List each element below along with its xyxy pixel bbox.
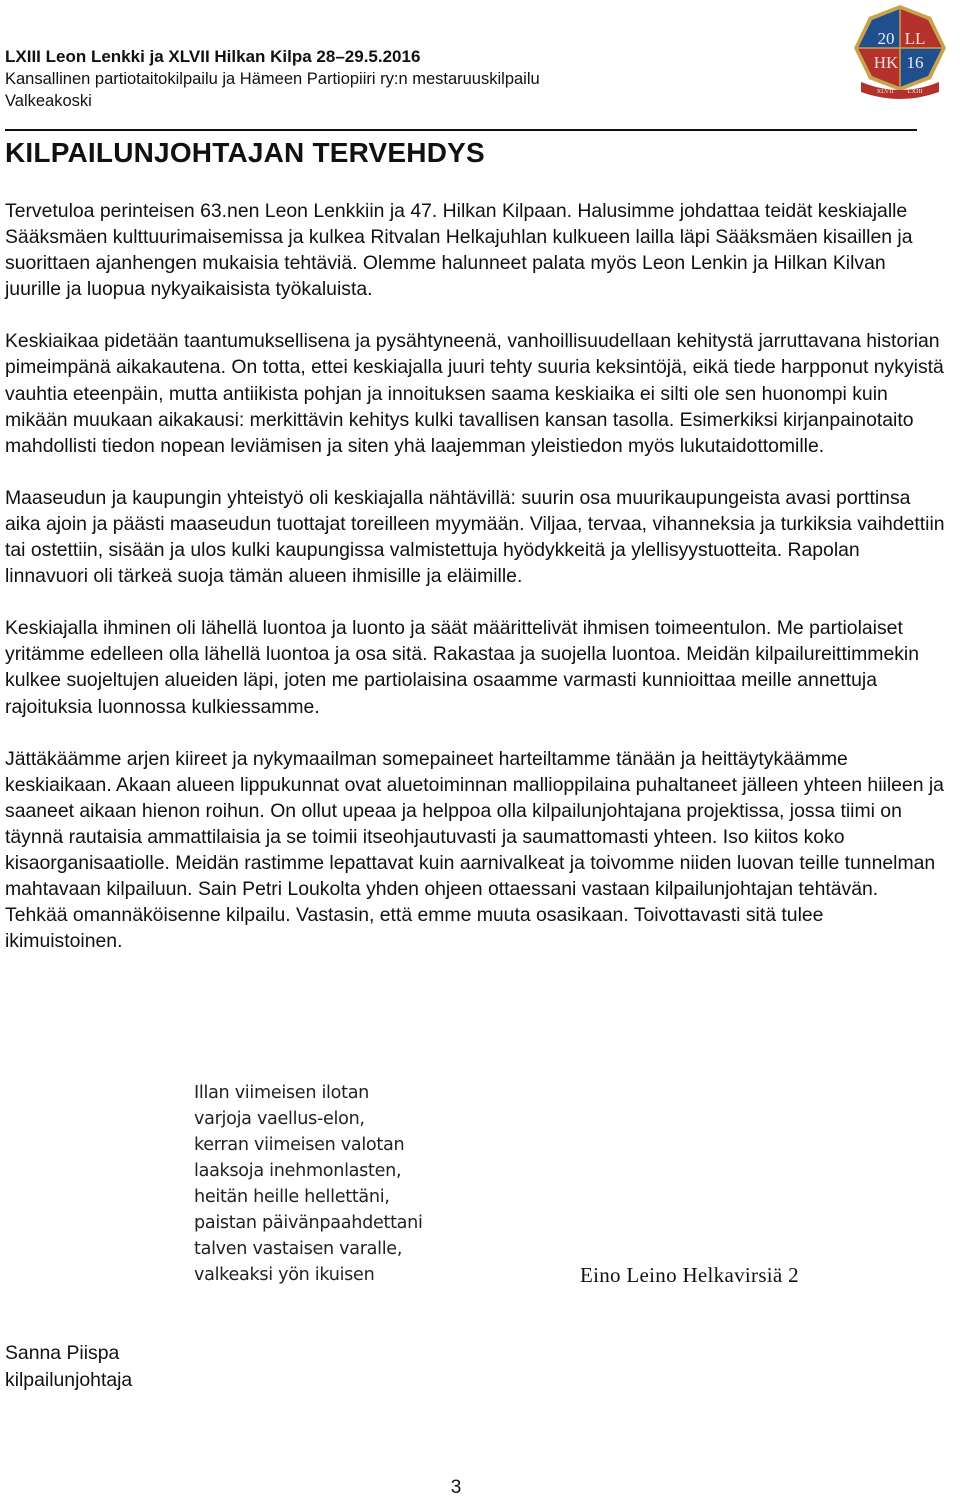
header-divider bbox=[5, 129, 917, 131]
signature bbox=[5, 1340, 132, 1393]
logo-text-tl: 20 bbox=[877, 29, 895, 48]
poem-line: heitän heille hellettäni, bbox=[194, 1187, 390, 1207]
paragraph: Jättäkäämme arjen kiireet ja nykymaailman somepaineet harteiltamme tänään ja heittäytykäämme keskiaikaan. Akaan alueen lippukunnat ovat aluetoiminnan mallioppilaina puhaltaneet jälleen yhteen hiileen ja saaneet aikaan hienon roihun. On ollut upeaa ja helppoa olla kilpailunjohtajana projektissa, jossa tiimi on täynnä rautaisia ammattilaisia ja se toimii itseohjautuvasti ja saumattomasti yhteen. Iso kiitos koko kisaorganisaatiolle. Meidän rastimme lepattavat kuin aarnivalkeat ja toivomme niiden luovan teille tunnelman mahtavaan kilpailuun. Sain Petri Loukolta yhden ohjeen ottaessani vastaan kilpailunjohtajan tehtävän. Tehkää omannäköisenne kilpailu. Vastasin, että emme muuta osasikaan. Toivottavasti sitä tulee ikimuistoinen. bbox=[5, 747, 944, 953]
event-title: LXIII Leon Lenkki ja XLVII Hilkan Kilpa 28–29.5.2016 bbox=[5, 47, 421, 66]
document-header bbox=[5, 46, 540, 112]
logo-text-tr: LL bbox=[904, 29, 926, 48]
poem-line: laaksoja inehmonlasten, bbox=[194, 1161, 402, 1181]
poem-line: valkeaksi yön ikuisen bbox=[194, 1265, 375, 1285]
page-title: KILPAILUNJOHTAJAN TERVEHDYS bbox=[5, 137, 485, 168]
signature-name: Sanna Piispa bbox=[5, 1342, 120, 1364]
logo-ribbon-left: XLVII bbox=[876, 88, 894, 95]
paragraph: Maaseudun ja kaupungin yhteistyö oli keskiajalla nähtävillä: suurin osa muurikaupungeista avasi porttinsa aika ajoin ja päästi maaseudun tuottajat toreilleen myymään. Viljaa, tervaa, vihanneksia ja turkiksia vaihdettiin tai ostettiin, sisään ja ulos kulki kaupungissa valmistettuja hyödykkeitä ja ylellisyystuotteita. Rapolan linnavuori oli tärkeä suoja tämän alueen ihmisille ja eläimille. bbox=[5, 486, 945, 588]
greeting-body bbox=[5, 198, 945, 980]
logo-text-br: 16 bbox=[906, 53, 924, 72]
paragraph: Tervetuloa perinteisen 63.nen Leon Lenkkiin ja 47. Hilkan Kilpaan. Halusimme johdattaa teidät keskiajalle Sääksmäen kulttuurimaisemissa ja kulkea Ritvalan Helkajuhlan kulkueen lailla läpi Sääksmäen kisaillen ja suorittaen ajanhengen mukaisia tehtäviä. Olemme halunneet palata myös Leon Lenkin ja Hilkan Kilvan juurille ja luopua nykyaikaisista työkaluista. bbox=[5, 200, 913, 301]
poem-line: varjoja vaellus-elon, bbox=[194, 1109, 365, 1129]
poem-line: talven vastaisen varalle, bbox=[194, 1239, 403, 1259]
paragraph: Keskiaikaa pidetään taantumuksellisena ja pysähtyneenä, vanhoillisuudellaan kehitystä jarruttavana historian pimeimpänä aikakautena. On totta, ettei keskiajalla juuri tehty suuria keksintöjä, eikä tiede harpponut nykyistä vauhtia eteenpäin, mutta antiikista pohjan ja innoituksen saama keskiaika ei silti ole sen huonompi kuin mikään muukaan aikakausi: merkittävin kehitys kulki tavallisen kansan tasolla. Esimerkiksi kirjanpainotaito mahdollisti tiedon nopean leviämisen ja siten yhä laajemman yleistiedon myös lukutaidottomille. bbox=[5, 330, 944, 457]
poem-quote bbox=[194, 1080, 423, 1288]
event-logo bbox=[845, 2, 955, 102]
poem-line: paistan päivänpaahdettani bbox=[194, 1213, 423, 1233]
page-number: 3 bbox=[450, 1477, 462, 1498]
poem-line: kerran viimeisen valotan bbox=[194, 1135, 405, 1155]
paragraph: Keskiajalla ihminen oli lähellä luontoa ja luonto ja säät määrittelivät ihmisen toimeentulon. Me partiolaiset yritämme edelleen olla lähellä luontoa ja osa sitä. Rakastaa ja suojella luontoa. Meidän kilpailureittimmekin kulkee suojeltujen alueiden läpi, joten me partiolaisina osaamme varmasti kunnioittaa meille annettuja rajoituksia luonnossa kulkiessamme. bbox=[5, 617, 920, 718]
signature-role: kilpailunjohtaja bbox=[5, 1368, 133, 1391]
poem-line: Illan viimeisen ilotan bbox=[194, 1083, 370, 1103]
poem-attribution: Eino Leino Helkavirsiä 2 bbox=[580, 1263, 799, 1287]
event-location: Valkeakoski bbox=[5, 92, 92, 110]
logo-text-bl: HK bbox=[873, 53, 899, 72]
logo-ribbon-right: LXIII bbox=[907, 88, 923, 95]
event-subtitle: Kansallinen partiotaitokilpailu ja Hämeen Partiopiiri ry:n mestaruuskilpailu bbox=[5, 70, 540, 88]
